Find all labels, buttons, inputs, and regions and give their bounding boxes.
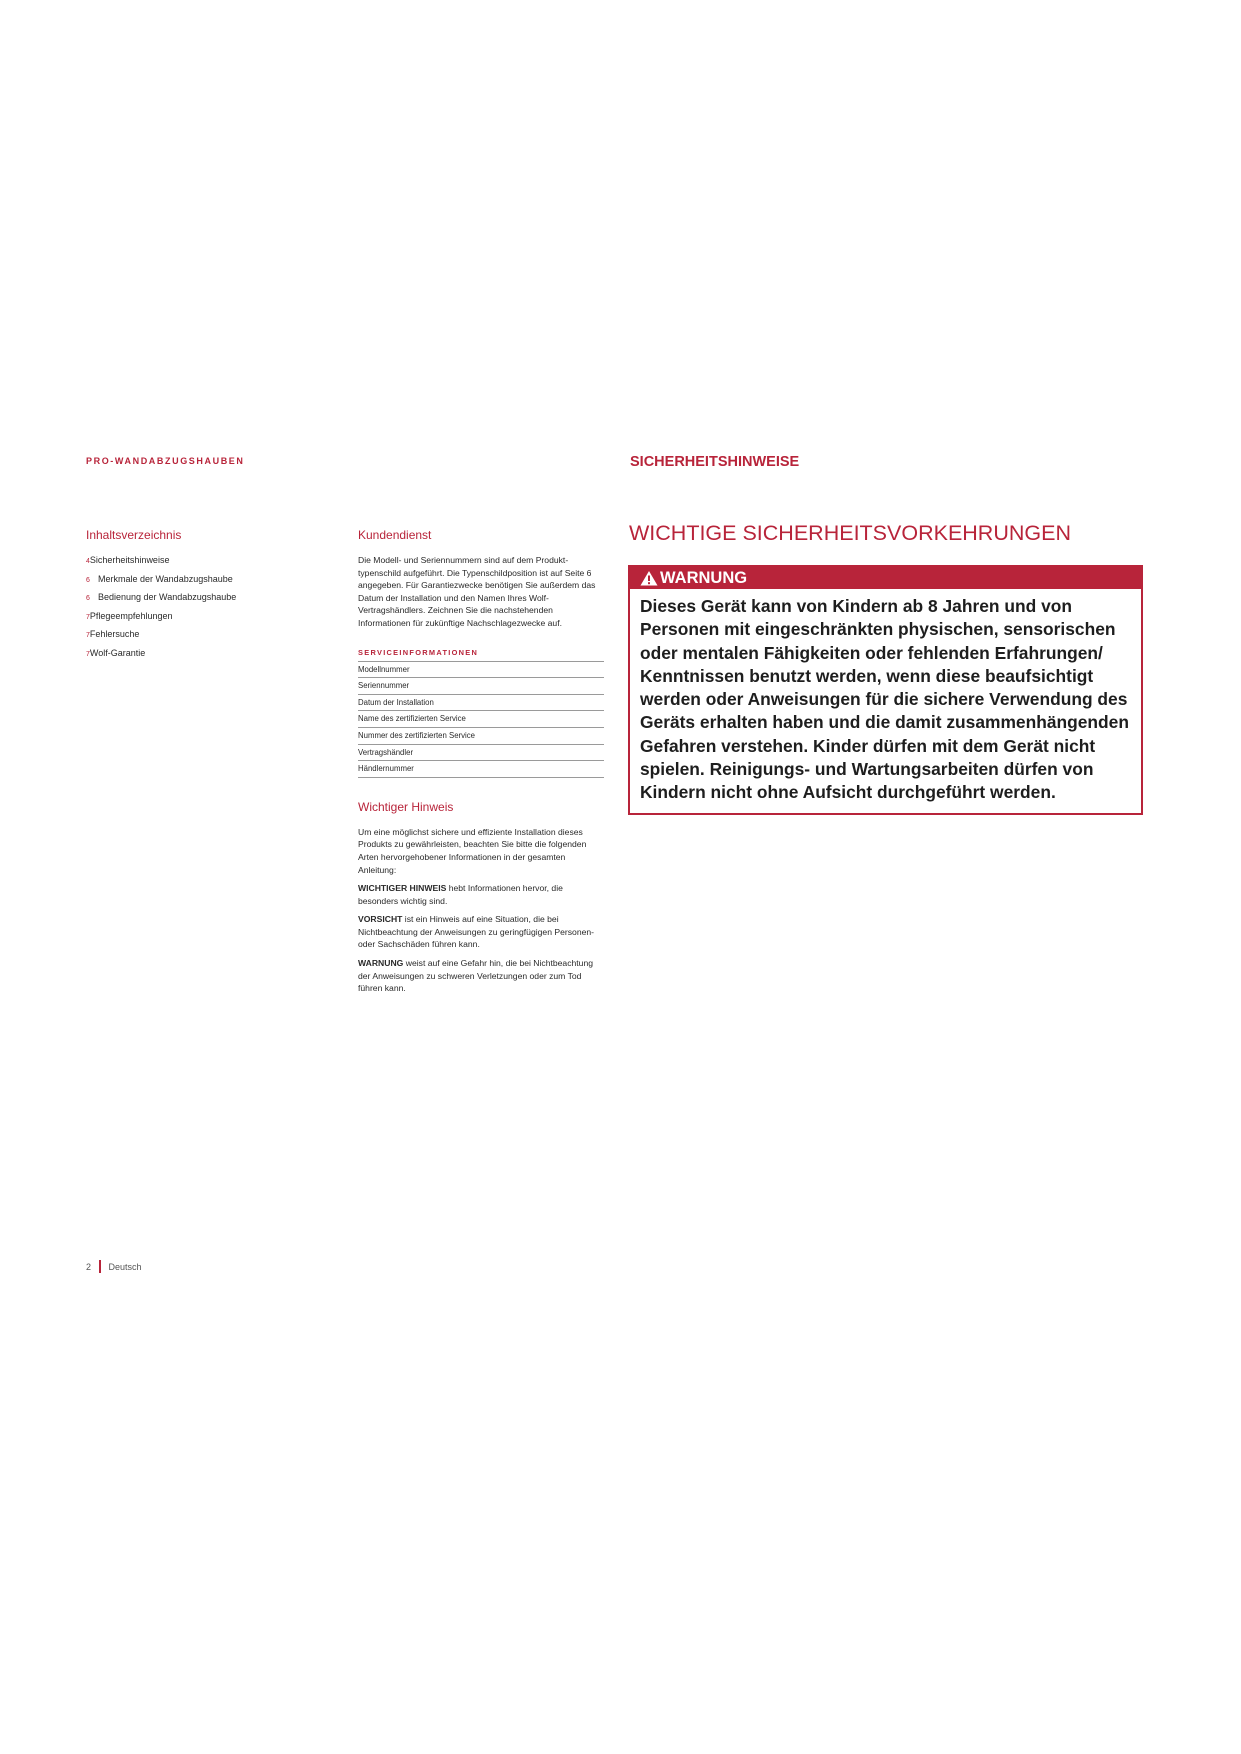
toc-label: Sicherheitshinweise — [89, 555, 170, 565]
running-header-right: SICHERHEITSHINWEISE — [630, 454, 800, 470]
customer-service-column — [358, 528, 604, 1001]
service-info-row: Name des zertifizierten Service — [358, 711, 604, 728]
table-of-contents — [86, 528, 326, 666]
service-info-table — [358, 662, 604, 778]
running-header-left: PRO-WANDABZUGSHAUBEN — [86, 456, 245, 466]
toc-title: Inhaltsverzeichnis — [86, 528, 182, 542]
toc-label: Fehlersuche — [89, 629, 140, 640]
service-info-row: Nummer des zertifizierten Service — [358, 728, 604, 745]
important-note-item — [358, 882, 604, 907]
important-note-title: Wichtiger Hinweis — [358, 799, 454, 814]
warning-note-item — [358, 957, 604, 995]
footer-language: Deutsch — [108, 1261, 142, 1272]
footer-divider — [99, 1260, 101, 1273]
toc-page-number: 7 — [86, 650, 90, 658]
page-footer — [86, 1260, 142, 1273]
toc-item[interactable] — [86, 610, 326, 629]
page-number: 2 — [86, 1261, 92, 1272]
caution-note-term: VORSICHT — [358, 914, 403, 925]
toc-label: Merkmale der Wandabzugshaube — [98, 573, 233, 584]
important-note-intro: Um eine möglichst sichere und effiziente Installation dieses Produkts zu gewährleisten, beachten Sie bitte die folgenden Arten hervorgehobener Informationen in der gesamten Anleitung: — [358, 826, 587, 875]
section-title: WICHTIGE SICHERHEITSVORKEHRUNGEN — [629, 521, 1071, 545]
toc-label: Wolf-Garantie — [89, 647, 146, 658]
warning-text: Dieses Gerät kann von Kindern ab 8 Jahren und von Personen mit eingeschränkten physischen, sensorischen oder mentalen Fähigkeiten oder fehlenden Erfahrungen/ Kenntnissen benutzt werden, wenn diese beaufsichtigt werden oder Anweisungen für die sichere Verwendung des Geräts erhalten haben und die damit zusammenhängenden Gefahren verstehen. Kinder dürfen mit dem Gerät nicht spielen. Reinigungs- und Wartungsarbeiten dürfen von Kindern nicht ohne Aufsicht durchgeführt werden. — [640, 596, 1129, 803]
toc-page-number: 4 — [86, 558, 90, 565]
toc-label: Bedienung der Wandabzugshaube — [98, 592, 237, 603]
toc-item[interactable] — [86, 628, 326, 647]
toc-page-number: 7 — [86, 632, 90, 640]
warning-label: WARNUNG — [660, 569, 748, 587]
toc-page-number: 7 — [86, 613, 90, 621]
toc-item[interactable] — [86, 647, 326, 666]
toc-item[interactable] — [86, 554, 326, 573]
important-note-desc: hebt Informationen hervor, die besonders wichtig sind. — [358, 883, 563, 906]
warning-header — [630, 567, 1141, 589]
caution-note-desc: ist ein Hinweis auf eine Situation, die bei Nichtbeachtung der Anweisungen zu geringfügigen Personen- oder Sachschäden führen kann. — [358, 914, 595, 950]
warning-triangle-icon — [640, 570, 658, 586]
service-info-row: Modellnummer — [358, 662, 604, 679]
toc-label: Pflegeempfehlungen — [89, 610, 173, 621]
service-info-row: Vertragshändler — [358, 745, 604, 762]
service-info-heading: SERVICEINFORMATIONEN — [358, 648, 604, 662]
customer-service-text: Die Modell- und Seriennummern sind auf dem Produkttypenschild aufgeführt. Die Typenschildposition ist auf Seite 6 angegeben. Für Garantiezwecke benötigen Sie außerdem das Datum der Installation und den Namen Ihres Wolf-Vertragshändlers. Zeichnen Sie die nachstehenden Informationen für zukünftige Nachschlagezwecke auf. — [358, 555, 596, 628]
toc-page-number: 6 — [86, 576, 90, 584]
service-info-row: Datum der Installation — [358, 695, 604, 712]
important-note-term: WICHTIGER HINWEIS — [358, 883, 447, 894]
service-info-row: Händlernummer — [358, 761, 604, 778]
warning-box — [628, 565, 1143, 815]
warning-note-desc: weist auf eine Gefahr hin, die bei Nichtbeachtung der Anweisungen zu schweren Verletzungen oder zum Tod führen kann. — [358, 958, 594, 994]
toc-item[interactable] — [86, 591, 326, 610]
toc-list — [86, 554, 326, 666]
toc-page-number: 6 — [86, 595, 90, 603]
warning-note-term: WARNUNG — [358, 958, 404, 969]
customer-service-title: Kundendienst — [358, 528, 432, 542]
service-info-row: Seriennummer — [358, 678, 604, 695]
caution-note-item — [358, 913, 604, 951]
toc-item[interactable] — [86, 573, 326, 592]
